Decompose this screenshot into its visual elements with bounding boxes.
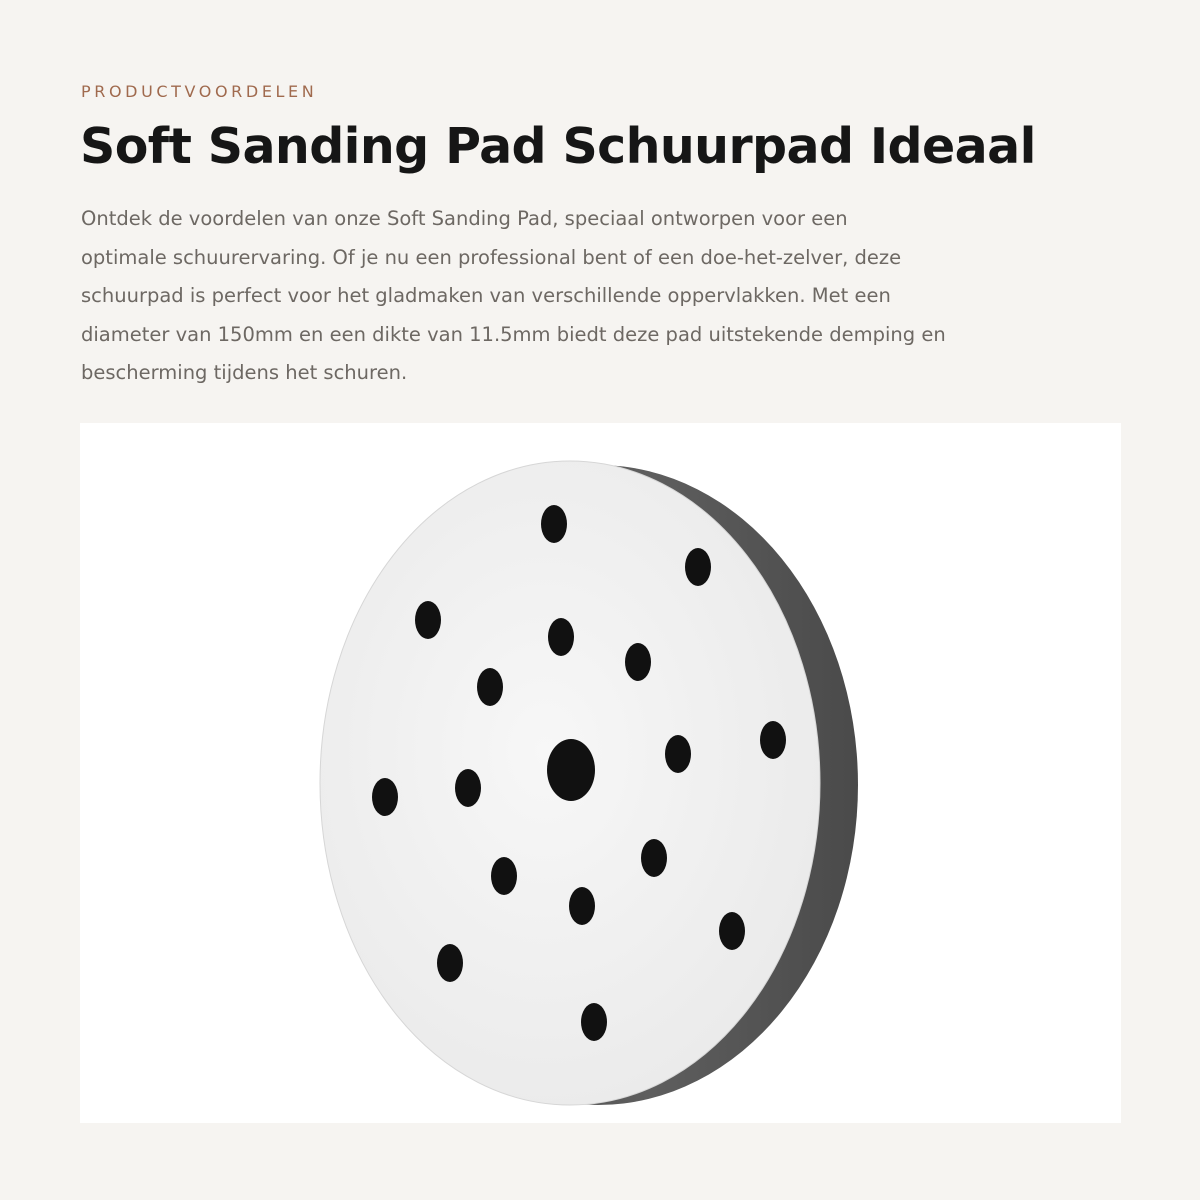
- hole: [641, 839, 667, 877]
- product-image: [80, 423, 1121, 1123]
- description-line: diameter van 150mm en een dikte van 11.5mm biedt deze pad uitstekende demping en: [81, 322, 946, 346]
- description-line: Ontdek de voordelen van onze Soft Sanding Pad, speciaal ontworpen voor een: [81, 207, 848, 230]
- hole: [569, 887, 595, 925]
- hole: [665, 735, 691, 773]
- section-eyebrow: PRODUCTVOORDELEN: [81, 82, 318, 101]
- description-line: bescherming tijdens het schuren.: [81, 361, 408, 384]
- hole: [685, 548, 711, 586]
- section-title: Soft Sanding Pad Schuurpad Ideaal: [80, 118, 1036, 175]
- hole: [455, 769, 481, 807]
- hole: [760, 721, 786, 759]
- hole: [415, 601, 441, 639]
- hole: [372, 778, 398, 816]
- hole: [437, 944, 463, 982]
- sanding-pad-illustration: [80, 423, 1121, 1123]
- description-line: schuurpad is perfect voor het gladmaken van verschillende oppervlakken. Met een: [81, 284, 891, 307]
- hole: [581, 1003, 607, 1041]
- section-description: [81, 200, 1101, 393]
- hole: [477, 668, 503, 706]
- hole: [491, 857, 517, 895]
- description-line: optimale schuurervaring. Of je nu een professional bent of een doe-het-zelver, deze: [81, 245, 902, 269]
- center-hole: [547, 739, 595, 801]
- hole: [719, 912, 745, 950]
- hole: [548, 618, 574, 656]
- hole: [625, 643, 651, 681]
- hole: [541, 505, 567, 543]
